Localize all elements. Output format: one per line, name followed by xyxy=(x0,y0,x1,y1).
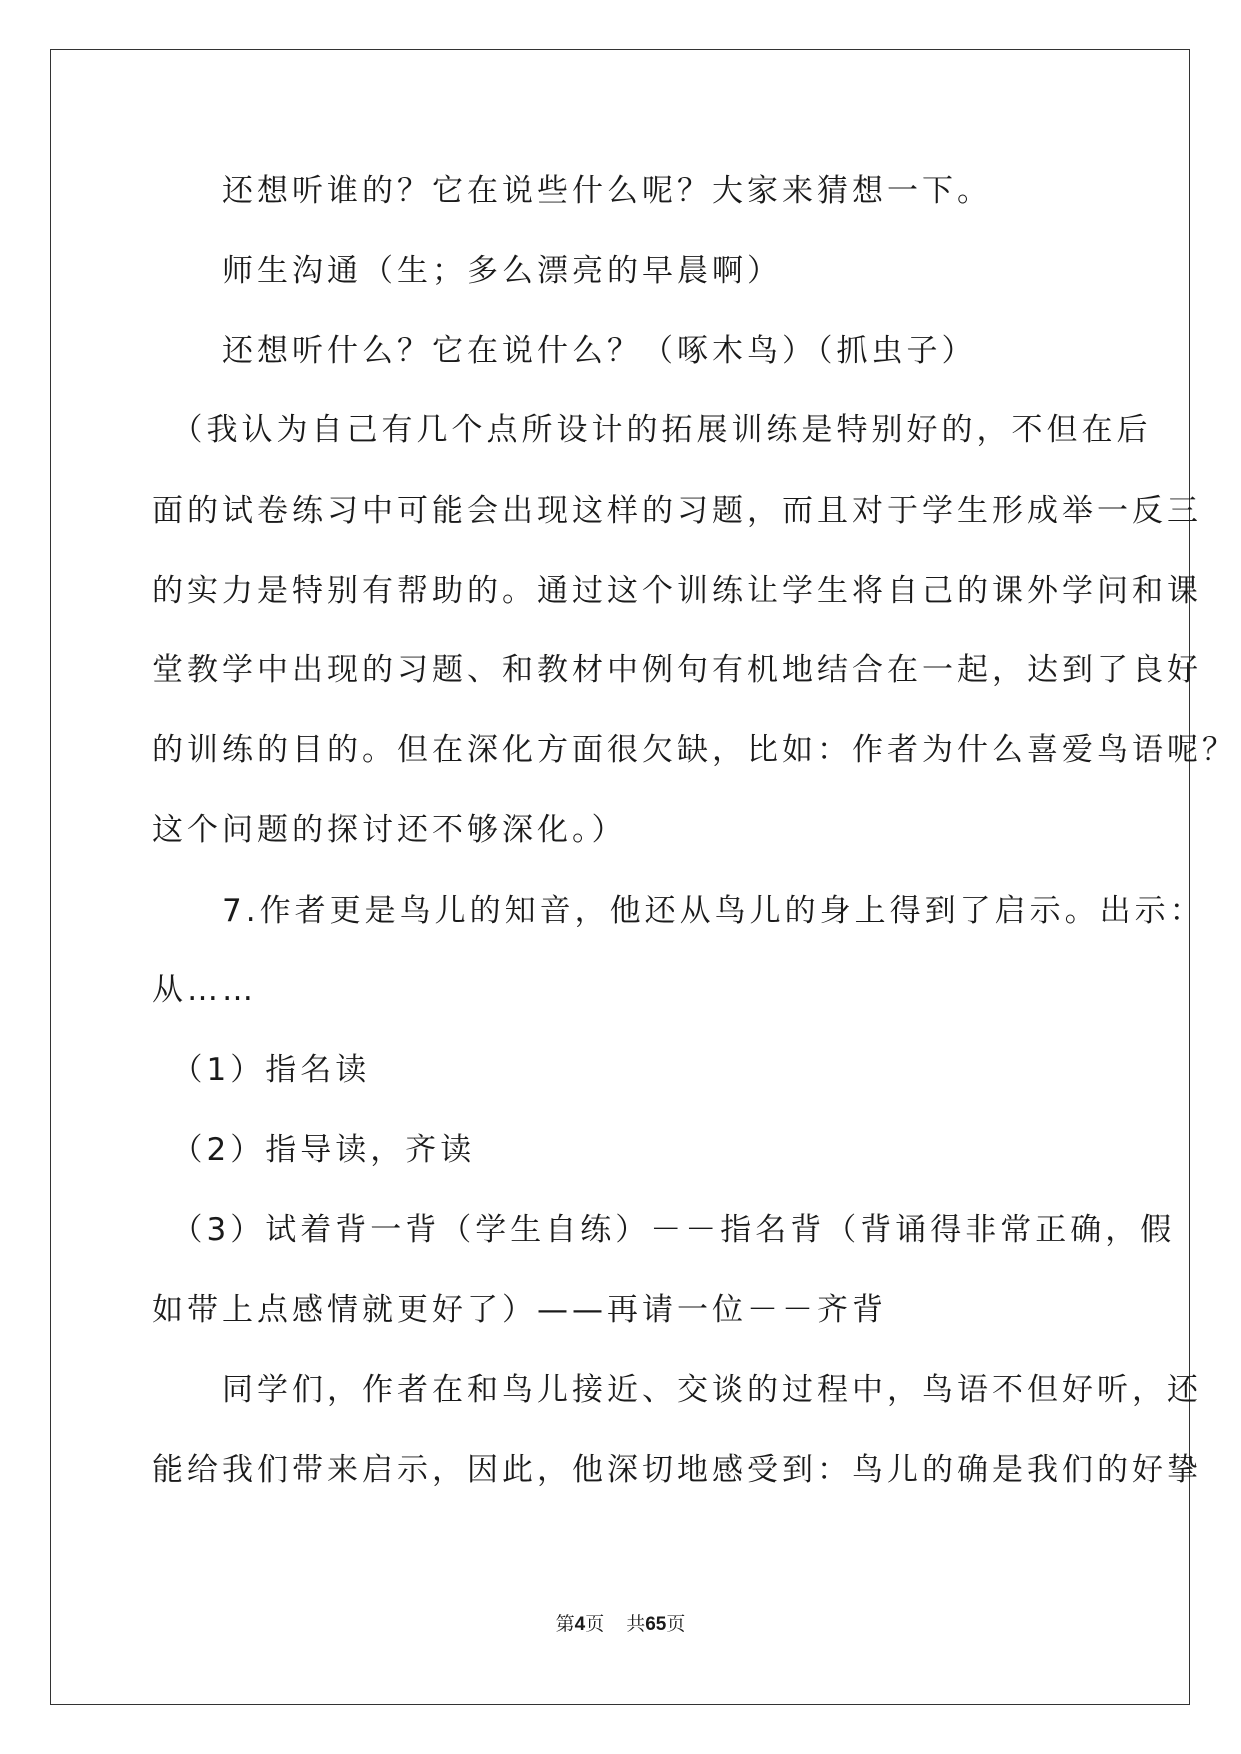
body-line: 如带上点感情就更好了）——再请一位－－齐背 xyxy=(152,1292,887,1328)
body-line: （2）指导读，齐读 xyxy=(152,1132,476,1168)
total-pages: 65 xyxy=(645,1614,667,1635)
body-line: （我认为自己有几个点所设计的拓展训练是特别好的，不但在后 xyxy=(152,412,1152,448)
body-line: （3）试着背一背（学生自练）－－指名背（背诵得非常正确，假 xyxy=(152,1212,1176,1248)
body-line: 还想听什么？它在说什么？（啄木鸟）（抓虫子） xyxy=(152,333,977,369)
body-line: 师生沟通（生；多么漂亮的早晨啊） xyxy=(152,253,782,289)
body-line: 的实力是特别有帮助的。通过这个训练让学生将自己的课外学问和课 xyxy=(152,573,1202,609)
footer-total-prefix: 共 xyxy=(626,1613,646,1635)
page-footer xyxy=(0,1612,1241,1637)
body-line: 的训练的目的。但在深化方面很欠缺，比如：作者为什么喜爱鸟语呢？ xyxy=(152,732,1237,768)
body-line: 能给我们带来启示，因此，他深切地感受到：鸟儿的确是我们的好挚 xyxy=(152,1452,1202,1488)
body-line: 从…… xyxy=(152,972,257,1008)
body-line: 堂教学中出现的习题、和教材中例句有机地结合在一起，达到了良好 xyxy=(152,652,1202,688)
body-line: 同学们，作者在和鸟儿接近、交谈的过程中，鸟语不但好听，还 xyxy=(152,1372,1202,1408)
body-line: 这个问题的探讨还不够深化。） xyxy=(152,812,627,848)
body-line: 面的试卷练习中可能会出现这样的习题，而且对于学生形成举一反三 xyxy=(152,493,1202,529)
footer-page-unit: 页 xyxy=(585,1613,605,1635)
body-line: 7.作者更是鸟儿的知音，他还从鸟儿的身上得到了启示。出示： xyxy=(152,893,1205,929)
body-line: （1）指名读 xyxy=(152,1052,371,1088)
body-line: 还想听谁的？它在说些什么呢？大家来猜想一下。 xyxy=(152,173,992,209)
footer-prefix: 第 xyxy=(555,1613,575,1635)
footer-total-unit: 页 xyxy=(666,1613,686,1635)
page-number: 4 xyxy=(574,1614,586,1635)
